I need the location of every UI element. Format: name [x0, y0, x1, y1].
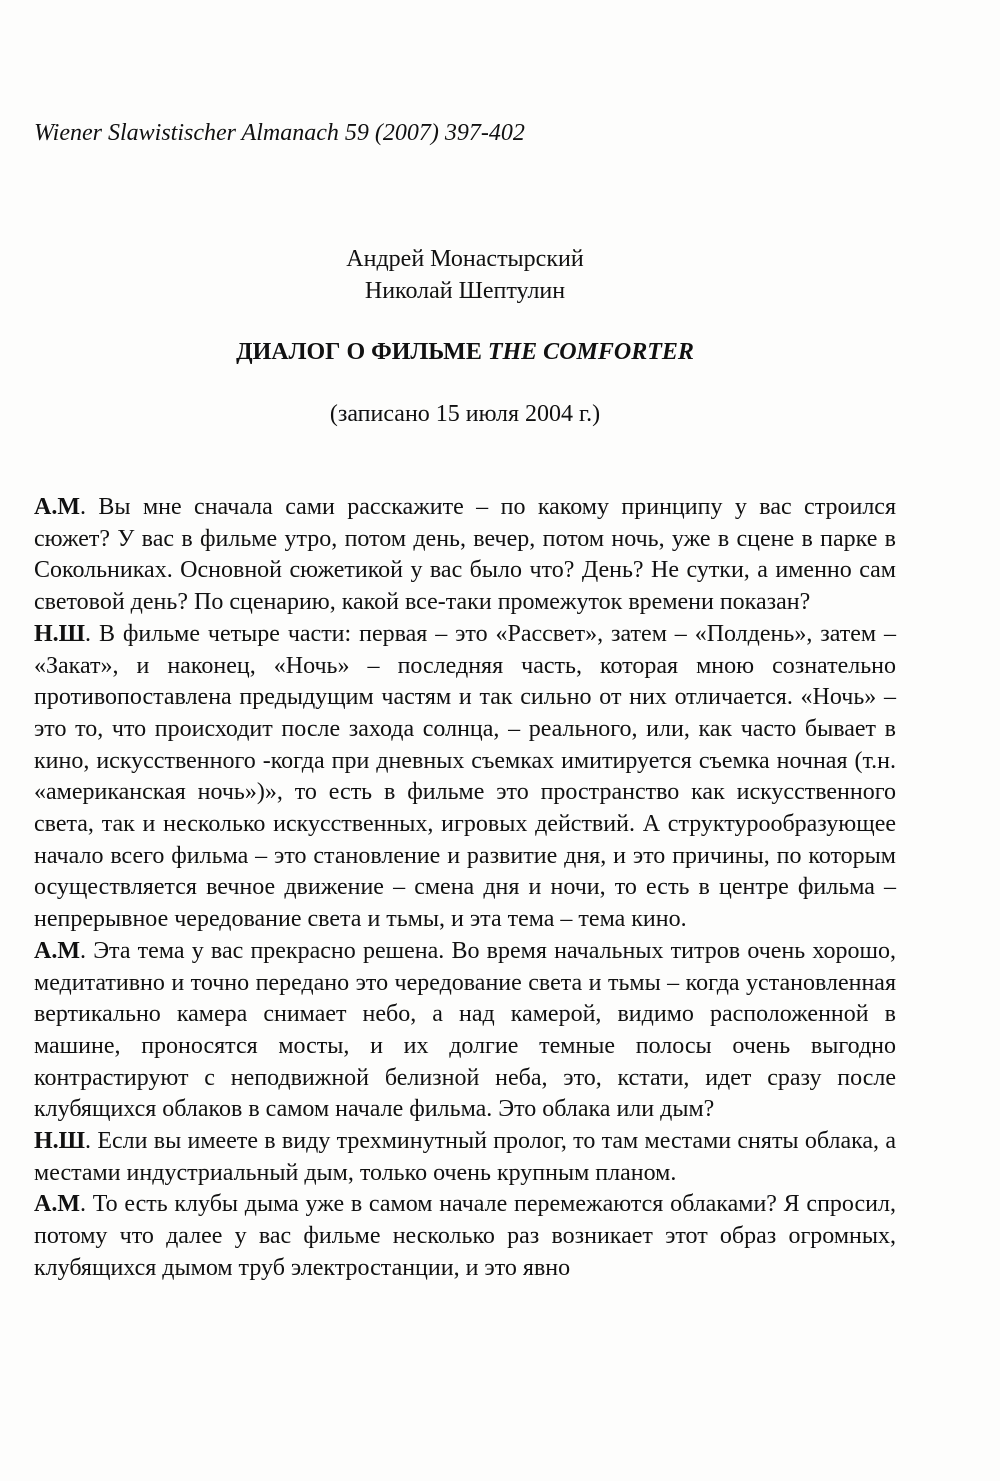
speaker-initials: Н.Ш	[34, 620, 86, 647]
author-block	[0, 243, 930, 307]
article-title-main: ДИАЛОГ О ФИЛЬМЕ	[236, 339, 488, 365]
speaker-initials: А.М	[34, 937, 80, 964]
dialogue-body	[34, 492, 896, 1285]
paragraph-text: . То есть клубы дыма уже в самом начале перемежаются облаками? Я спросил, потому что далее у вас фильме несколько раз возникает этот образ огромных, клубящихся дымом труб электростанции, и это явно	[34, 1191, 896, 1281]
article-title	[0, 336, 930, 368]
paragraph-text: . Эта тема у вас прекрасно решена. Во время начальных титров очень хорошо, медитативно и точно передано это чередование света и тьмы – когда установленная вертикально камера снимает небо, а над камерой, видимо расположенной в машине, проносятся мосты, и их долгие темные полосы очень выгодно контрастируют с неподвижной белизной неба, это, кстати, идет сразу после клубящихся облаков в самом начале фильма. Это облака или дым?	[34, 937, 896, 1123]
author-name: Андрей Монастырский	[346, 246, 584, 272]
speaker-initials: Н.Ш	[34, 1128, 86, 1155]
speaker-initials: А.М	[34, 1191, 80, 1218]
dialogue-paragraph	[34, 936, 896, 1126]
dialogue-paragraph	[34, 492, 896, 619]
dialogue-paragraph	[34, 1126, 896, 1189]
dialogue-paragraph	[34, 619, 896, 936]
paragraph-text: . Вы мне сначала сами расскажите – по какому принципу у вас строился сюжет? У вас в фильме утро, потом день, вечер, потом ночь, уже в сцене в парке в Сокольниках. Основной сюжетикой у вас было что? День? Не сутки, а именно сам световой день? По сценарию, какой все-таки промежуток времени показан?	[34, 494, 896, 616]
dialogue-paragraph	[34, 1189, 896, 1284]
journal-citation: Wiener Slawistischer Almanach 59 (2007) 397-402	[34, 120, 525, 146]
article-title-film: THE COMFORTER	[487, 339, 694, 365]
author-name: Николай Шептулин	[364, 278, 566, 304]
paragraph-text: . В фильме четыре части: первая – это «Рассвет», затем – «Полдень», затем – «Закат», и наконец, «Ночь» – последняя часть, которая мною сознательно противопоставлена предыдущим частям и так сильно от них отличается. «Ночь» – это то, что происходит после захода солнца, – реального, или, как часто бывает в кино, искусственного -когда при дневных съемках имитируется съемка ночная (т.н. «американская ночь»)», то есть в фильме это пространство как искусственного света, так и несколько искусственных, игровых действий. А структурообразующее начало всего фильма – это становление и развитие дня, и это причины, по которым осуществляется вечное движение – смена дня и ночи, то есть в центре фильма – непрерывное чередование света и тьмы, и эта тема – тема кино.	[34, 620, 896, 933]
speaker-initials: А.М	[34, 494, 80, 520]
recording-date: (записано 15 июля 2004 г.)	[329, 401, 601, 427]
paragraph-text: . Если вы имеете в виду трехминутный пролог, то там местами сняты облака, а местами индустриальный дым, только очень крупным планом.	[34, 1128, 896, 1186]
